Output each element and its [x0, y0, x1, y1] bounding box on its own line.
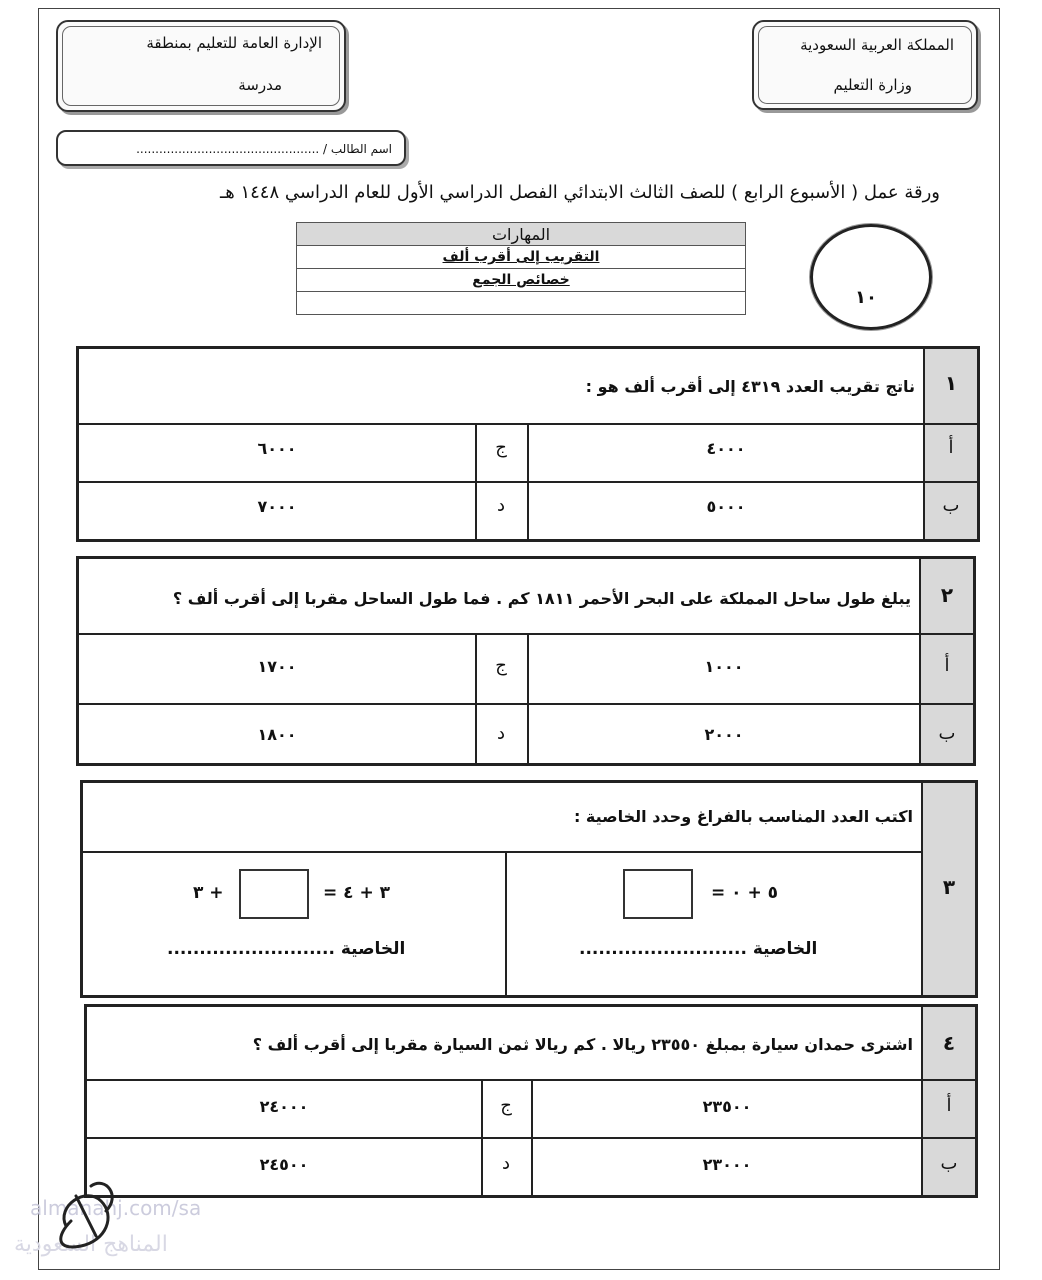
header-school-box — [56, 20, 346, 112]
option-value[interactable]: ١٠٠٠ — [704, 657, 744, 676]
header-school: مدرسة — [238, 76, 282, 94]
signature-icon — [46, 1166, 126, 1256]
skills-table — [296, 222, 746, 315]
option-label: ج — [495, 655, 507, 676]
question-4 — [84, 1004, 978, 1198]
option-value[interactable]: ٦٠٠٠ — [257, 439, 297, 458]
property-label[interactable]: الخاصية .......................... — [167, 939, 406, 959]
option-value[interactable]: ٤٠٠٠ — [706, 439, 746, 458]
option-value[interactable]: ٢٣٥٠٠ — [702, 1097, 752, 1116]
equation-right: ٥ + ٠ = — [711, 883, 779, 903]
option-label: أ — [946, 1095, 952, 1116]
option-label: ج — [495, 437, 507, 458]
option-value[interactable]: ٢٠٠٠ — [704, 725, 744, 744]
question-text: اكتب العدد المناسب بالفراغ وحدد الخاصية : — [573, 807, 913, 826]
skill-item: خصائص الجمع — [472, 272, 570, 288]
option-value[interactable]: ٢٤٥٠٠ — [259, 1155, 309, 1174]
score-value: ١٠ — [855, 287, 877, 308]
header-directorate: الإدارة العامة للتعليم بمنطقة — [146, 34, 322, 52]
question-number: ٤ — [942, 1031, 956, 1055]
question-text: يبلغ طول ساحل المملكة على البحر الأحمر ١٨١١ كم . فما طول الساحل مقربا إلى أقرب ألف ؟ — [172, 589, 911, 608]
question-text: اشترى حمدان سيارة بمبلغ ٢٣٥٥٠ ريالا . كم ريالا ثمن السيارة مقربا إلى أقرب ألف ؟ — [252, 1035, 913, 1054]
question-number: ٣ — [942, 875, 956, 899]
property-label[interactable]: الخاصية .......................... — [579, 939, 818, 959]
skill-item: التقريب إلى أقرب ألف — [442, 249, 600, 265]
watermark-url: almanahj.com/sa — [30, 1196, 202, 1220]
question-number: ١ — [944, 371, 958, 395]
option-value[interactable]: ١٨٠٠ — [257, 725, 297, 744]
header-ministry-box — [752, 20, 978, 110]
answer-box[interactable] — [239, 869, 309, 919]
header-country: المملكة العربية السعودية — [800, 36, 954, 54]
watermark-text: المناهج السعودية — [14, 1232, 168, 1257]
option-label: ج — [500, 1095, 512, 1116]
option-value[interactable]: ٧٠٠٠ — [257, 497, 297, 516]
option-value[interactable]: ١٧٠٠ — [257, 657, 297, 676]
option-value[interactable]: ٢٣٠٠٠ — [702, 1155, 752, 1174]
question-1 — [76, 346, 980, 542]
equation-left-tail: + ٣ — [193, 883, 224, 903]
worksheet-title: ورقة عمل ( الأسبوع الرابع ) للصف الثالث الابتدائي الفصل الدراسي الأول للعام الدراسي ١٤٤٨ هـ — [219, 182, 940, 203]
header-ministry: وزارة التعليم — [833, 76, 912, 94]
option-label: د — [496, 723, 505, 744]
option-label: أ — [948, 437, 954, 458]
option-value[interactable]: ٢٤٠٠٠ — [259, 1097, 309, 1116]
question-2 — [76, 556, 976, 766]
equation-left: ٣ + ٤ = — [323, 883, 391, 903]
option-label: ب — [938, 723, 956, 744]
option-label: ب — [940, 1153, 958, 1174]
option-label: ب — [942, 495, 960, 516]
student-name-field[interactable]: اسم الطالب / ................................................ — [56, 130, 406, 166]
option-value[interactable]: ٥٠٠٠ — [706, 497, 746, 516]
option-label: د — [501, 1153, 510, 1174]
question-text: ناتج تقريب العدد ٤٣١٩ إلى أقرب ألف هو : — [585, 377, 915, 396]
score-circle — [810, 224, 932, 330]
option-label: أ — [944, 655, 950, 676]
question-number: ٢ — [940, 583, 954, 607]
question-3 — [80, 780, 978, 998]
answer-box[interactable] — [623, 869, 693, 919]
skills-header: المهارات — [297, 223, 746, 246]
option-label: د — [496, 495, 505, 516]
